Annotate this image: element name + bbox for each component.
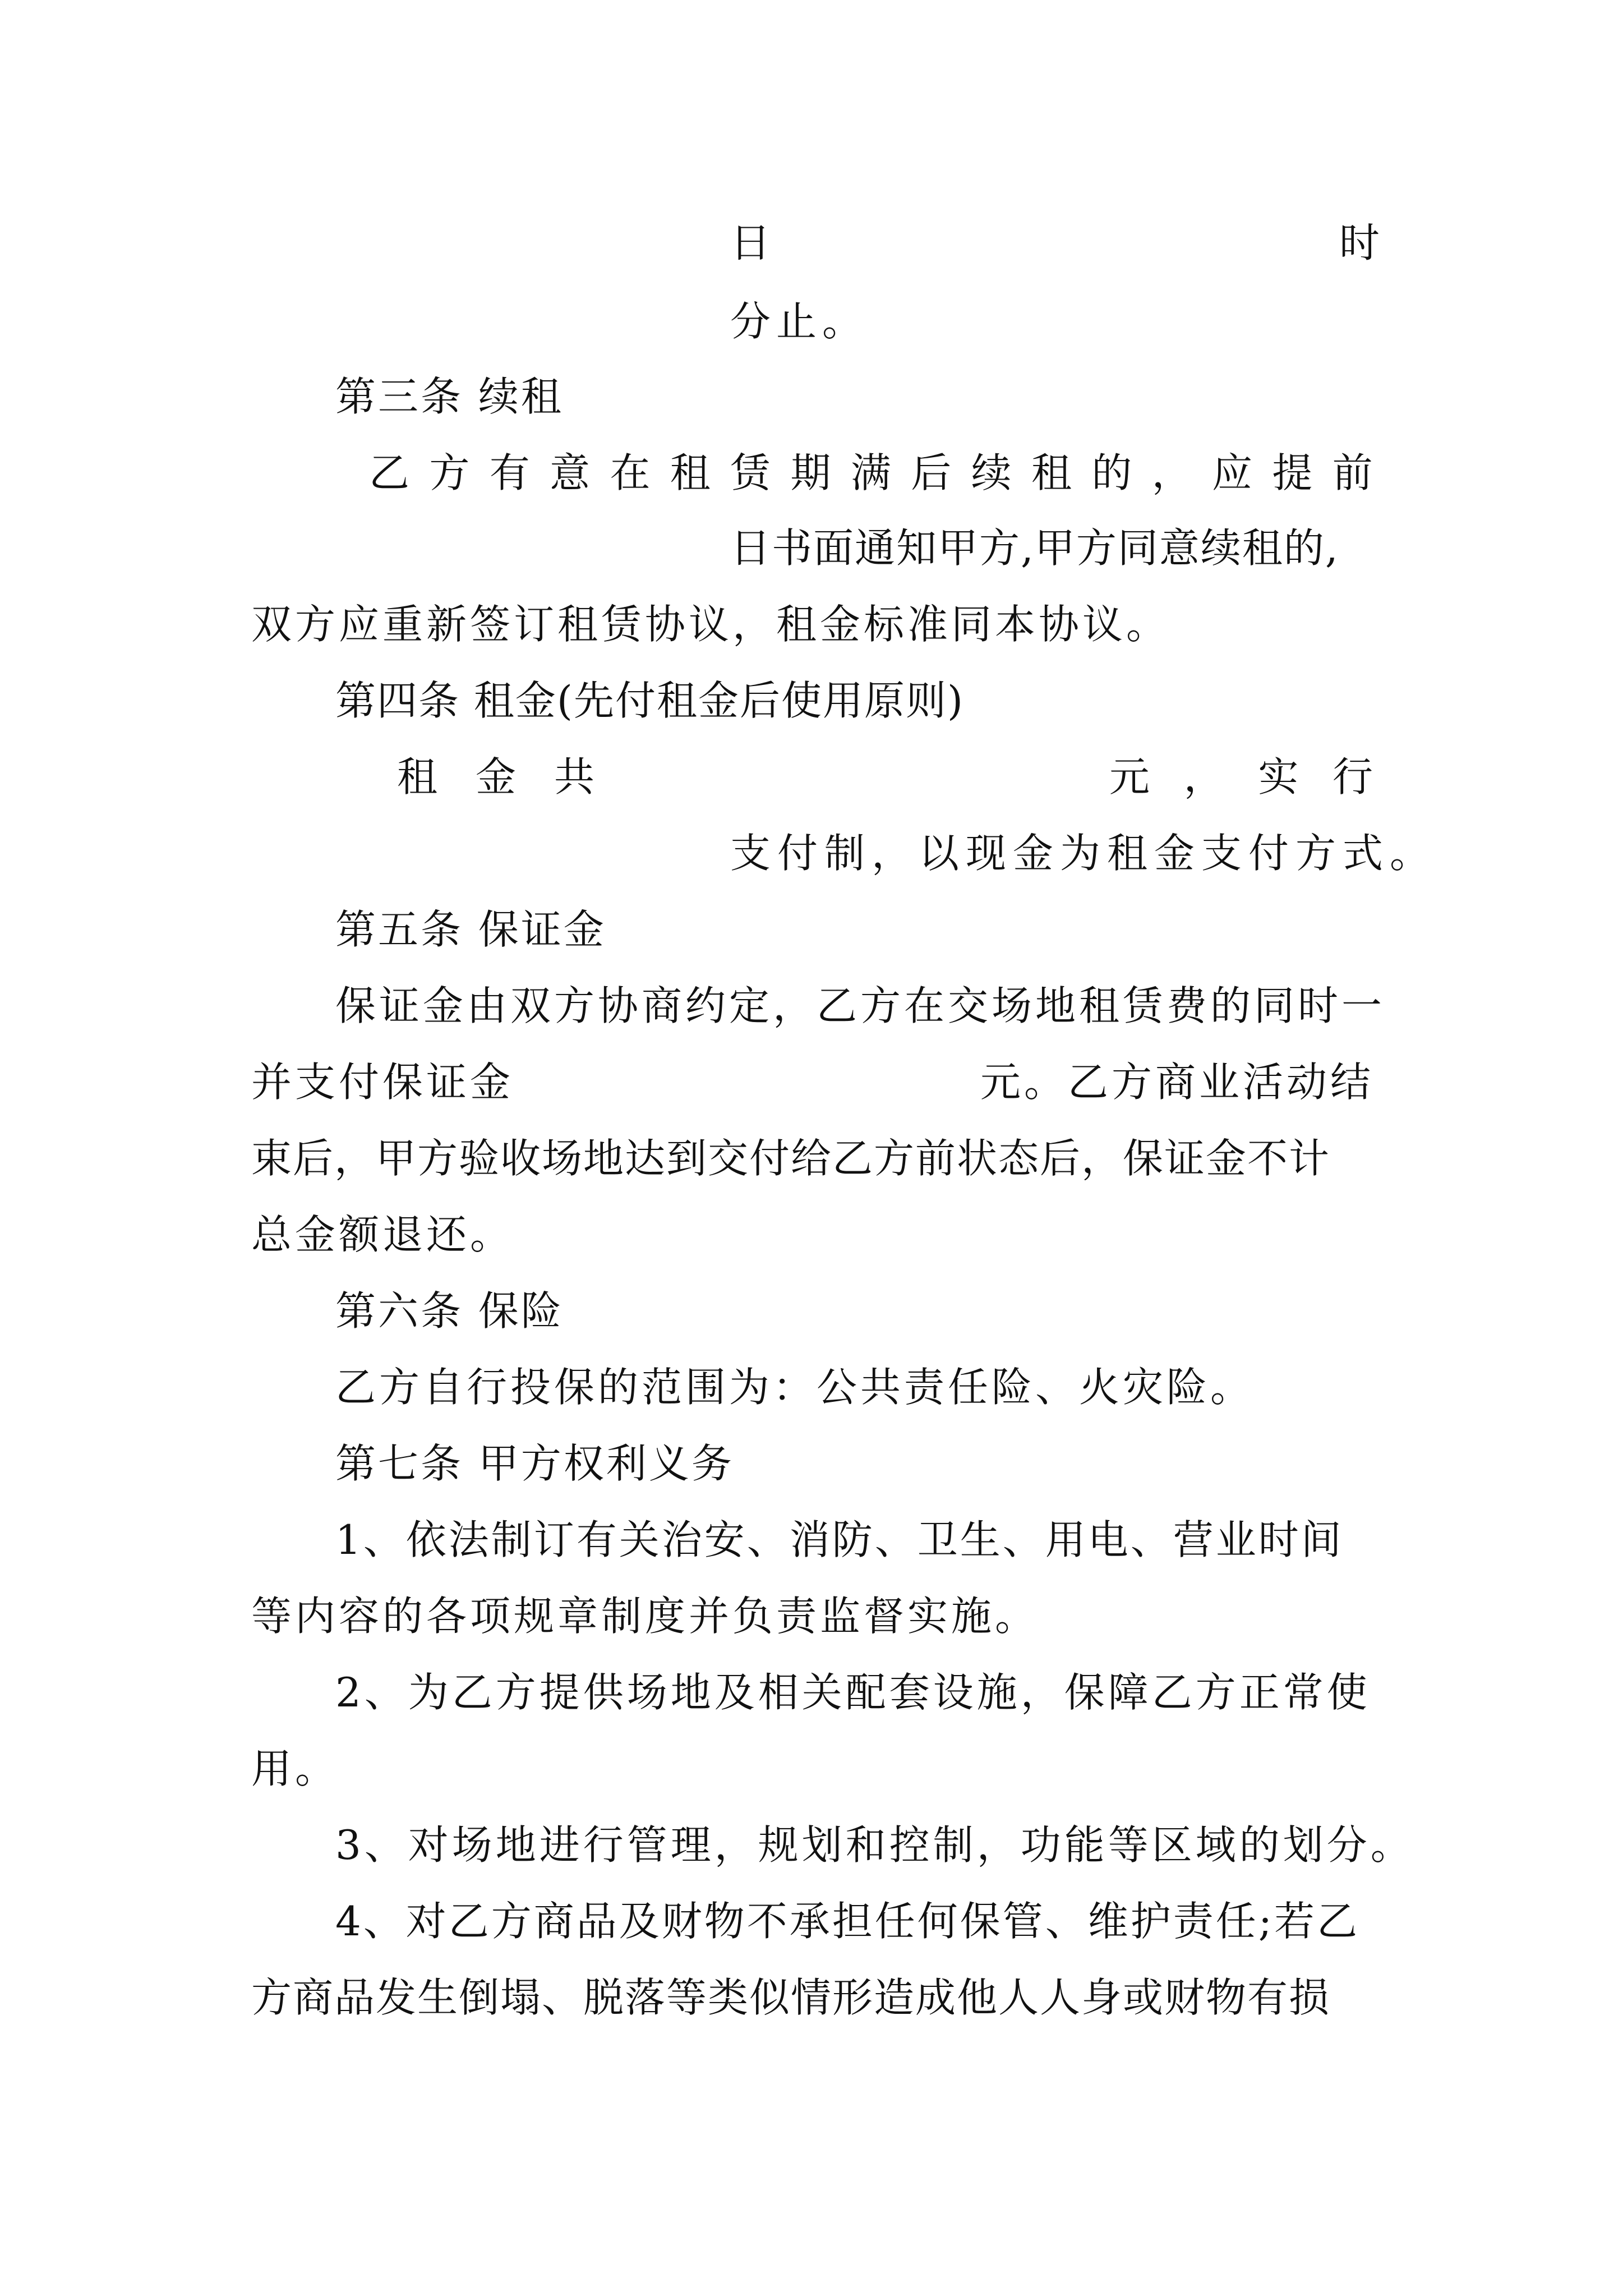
char: 续 [971, 449, 1012, 496]
char: ， [1183, 753, 1224, 800]
article-5-heading: 第五条 保证金 [335, 906, 606, 953]
article-5-line-2-right: 元。乙方商业活动结 [980, 1059, 1375, 1106]
article-3-heading: 第三条 续租 [335, 373, 564, 420]
article-3-line-1 [369, 448, 1373, 498]
char: 实 [1258, 753, 1299, 800]
top-fenzhi: 分止。 [730, 298, 869, 345]
char: 租 [670, 449, 711, 496]
char: 满 [850, 449, 891, 496]
char: 后 [911, 449, 952, 496]
char: 在 [610, 449, 651, 496]
article-5-line-3: 束后，甲方验收场地达到交付给乙方前状态后，保证金不计 [251, 1135, 1331, 1182]
char: 租 [1031, 449, 1072, 496]
article-4-line-1-right [1109, 752, 1373, 802]
char: 有 [489, 449, 530, 496]
char: 赁 [730, 449, 771, 496]
char: 元 [1109, 753, 1150, 800]
article-3-line-2: 日书面通知甲方,甲方同意续租的, [730, 524, 1339, 572]
article-4-line-1-left [397, 752, 594, 802]
char: 前 [1332, 449, 1373, 496]
article-3-line-3: 双方应重新签订租赁协议，租金标准同本协议。 [251, 601, 1170, 648]
char: ， [1151, 449, 1192, 496]
article-4-line-2: 支付制，以现金为租金支付方式。 [730, 830, 1437, 877]
article-7-item-4-line-2: 方商品发生倒塌、脱落等类似情形造成他人人身或财物有损 [251, 1974, 1331, 2021]
char: 金 [475, 753, 516, 800]
article-7-item-2-line-1: 2、为乙方提供场地及相关配套设施，保障乙方正常使 [335, 1669, 1371, 1716]
char: 的 [1091, 449, 1132, 496]
article-5-line-1: 保证金由双方协商约定，乙方在交场地租赁费的同时一 [335, 982, 1386, 1029]
char: 方 [429, 449, 470, 496]
char: 应 [1212, 449, 1253, 496]
top-ri: 日 [730, 219, 771, 266]
article-5-line-4: 总金额退还。 [251, 1211, 514, 1258]
top-shi: 时 [1339, 219, 1380, 266]
article-7-item-1-line-1: 1、依法制订有关治安、消防、卫生、用电、营业时间 [335, 1516, 1344, 1563]
char: 行 [1332, 753, 1373, 800]
char: 意 [550, 449, 591, 496]
article-7-item-1-line-2: 等内容的各项规章制度并负责监督实施。 [251, 1593, 1039, 1640]
char: 乙 [369, 449, 410, 496]
char: 共 [554, 753, 594, 800]
article-6-heading: 第六条 保险 [335, 1287, 564, 1335]
article-7-item-4-line-1: 4、对乙方商品及财物不承担任何保管、维护责任;若乙 [335, 1898, 1360, 1945]
article-7-item-3-line-1: 3、对场地进行管理，规划和控制，功能等区域的划分。 [335, 1821, 1414, 1869]
char: 期 [790, 449, 831, 496]
char: 租 [397, 753, 438, 800]
article-6-line-1: 乙方自行投保的范围为：公共责任险、火灾险。 [335, 1364, 1255, 1411]
article-7-item-2-line-2: 用。 [251, 1745, 339, 1792]
article-4-heading: 第四条 租金(先付租金后使用原则) [335, 677, 965, 724]
article-7-heading: 第七条 甲方权利义务 [335, 1440, 734, 1487]
char: 提 [1272, 449, 1313, 496]
article-5-line-2-left: 并支付保证金 [251, 1059, 514, 1106]
